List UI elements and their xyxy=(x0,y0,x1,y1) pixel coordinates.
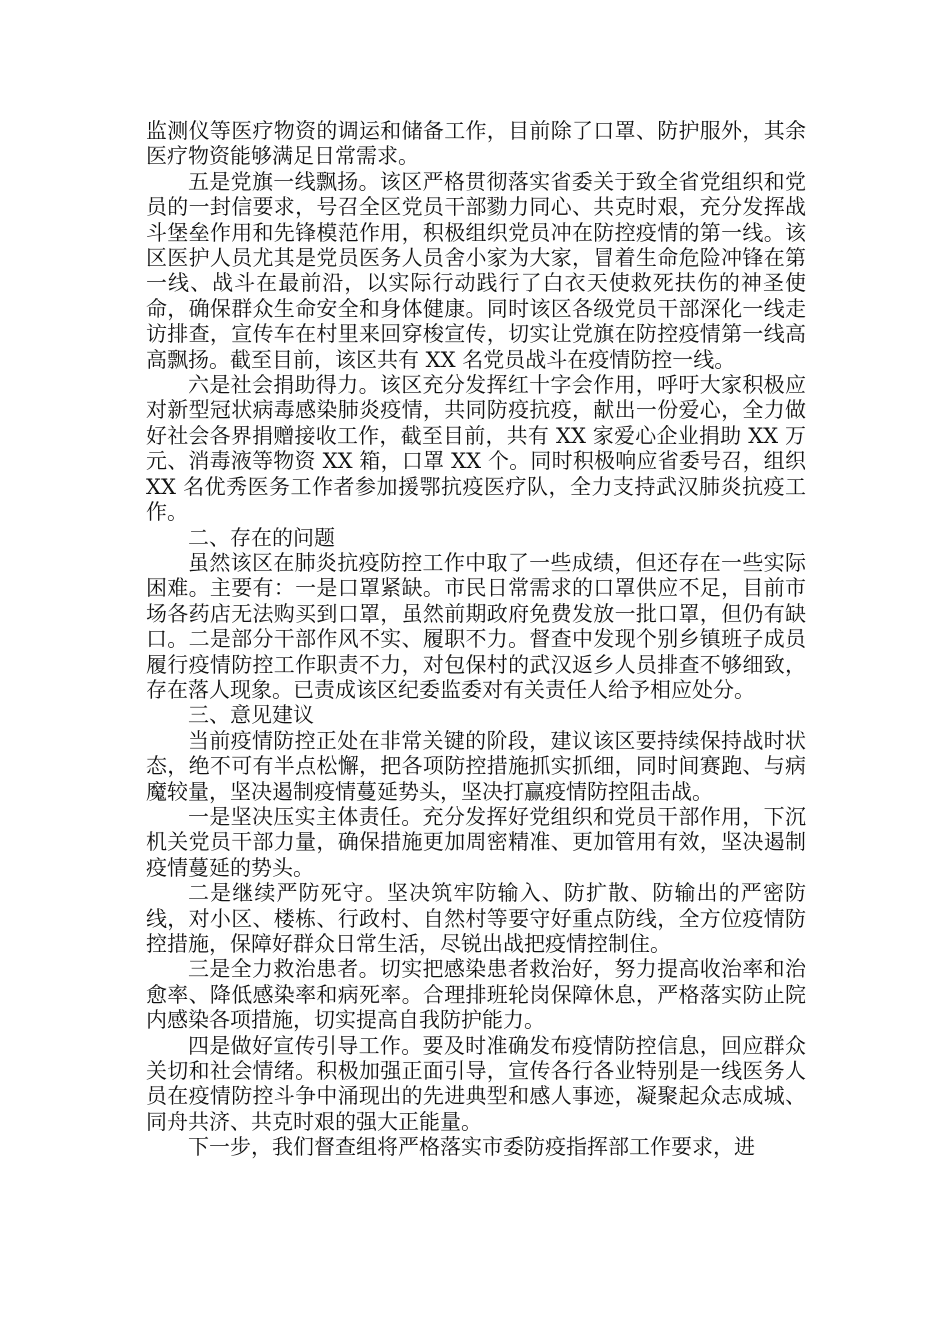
section-heading-suggestions: 三、意见建议 xyxy=(188,703,314,728)
paragraph-next-step: 下一步，我们督查组将严格落实市委防疫指挥部工作要求，进 xyxy=(188,1135,755,1160)
paragraph-suggestion-2: 二是继续严防死守。坚决筑牢防输入、防扩散、防输出的严密防线，对小区、楼栋、行政村、自然村等要守好重点防线，全方位疫情防控措施，保障好群众日常生活，尽锐出战把疫情控制住。 xyxy=(146,881,806,956)
section-heading-problems: 二、存在的问题 xyxy=(188,525,335,550)
paragraph-continuation: 监测仪等医疗物资的调运和储备工作，目前除了口罩、防护服外，其余医疗物资能够满足日常需求。 xyxy=(146,119,806,169)
paragraph-suggestion-3: 三是全力救治患者。切实把感染患者救治好，努力提高收治率和治愈率、降低感染率和病死率。合理排班轮岗保障休息，严格落实防止院内感染各项措施，切实提高自我防护能力。 xyxy=(146,957,806,1033)
paragraph-suggestions-intro: 当前疫情防控正处在非常关键的阶段，建议该区要持续保持战时状态，绝不可有半点松懈，把各项防控措施抓实抓细，同时间赛跑、与病魔较量，坚决遏制疫情蔓延势头，坚决打赢疫情防控阻击战。 xyxy=(146,728,806,804)
paragraph-problems: 虽然该区在肺炎抗疫防控工作中取了一些成绩，但还存在一些实际困难。主要有：一是口罩紧缺。市民日常需求的口罩供应不足，目前市场各药店无法购买到口罩，虽然前期政府免费发放一批口罩，但仍有缺口。二是部分干部作风不实、履职不力。督查中发现个别乡镇班子成员履行疫情防控工作职责不力，对包保村的武汉返乡人员排查不够细致，存在落人现象。已责成该区纪委监委对有关责任人给予相应处分。 xyxy=(146,550,806,702)
document-body xyxy=(146,119,806,1161)
paragraph-suggestion-1: 一是坚决压实主体责任。充分发挥好党组织和党员干部作用，下沉机关党员干部力量，确保措施更加周密精准、更加管用有效，坚决遏制疫情蔓延的势头。 xyxy=(146,804,806,880)
paragraph-suggestion-4: 四是做好宣传引导工作。要及时准确发布疫情防控信息，回应群众关切和社会情绪。积极加强正面引导，宣传各行各业特别是一线医务人员在疫情防控斗争中涌现出的先进典型和感人事迹，凝聚起众志成城、同舟共济、共克时艰的强大正能量。 xyxy=(146,1033,806,1134)
paragraph-donations: 六是社会捐助得力。该区充分发挥红十字会作用，呼吁大家积极应对新型冠状病毒感染肺炎疫情，共同防疫抗疫，献出一份爱心，全力做好社会各界捐赠接收工作，截至目前，共有 XX 家爱心企业捐助 XX 万元、消毒液等物资 XX 箱，口罩 XX 个。同时积极响应省委号召，组织 XX 名优秀医务工作者参加援鄂抗疫医疗队，全力支持武汉肺炎抗疫工作。 xyxy=(146,373,806,525)
paragraph-party-flag: 五是党旗一线飘扬。该区严格贯彻落实省委关于致全省党组织和党员的一封信要求，号召全区党员干部勠力同心、共克时艰，充分发挥战斗堡垒作用和先锋模范作用，积极组织党员冲在防控疫情的第一线。该区医护人员尤其是党员医务人员舍小家为大家，冒着生命危险冲锋在第一线、战斗在最前沿，以实际行动践行了白衣天使救死扶伤的神圣使命，确保群众生命安全和身体健康。同时该区各级党员干部深化一线走访排查，宣传车在村里来回穿梭宣传，切实让党旗在防控疫情第一线高高飘扬。截至目前，该区共有 XX 名党员战斗在疫情防控一线。 xyxy=(146,169,806,372)
